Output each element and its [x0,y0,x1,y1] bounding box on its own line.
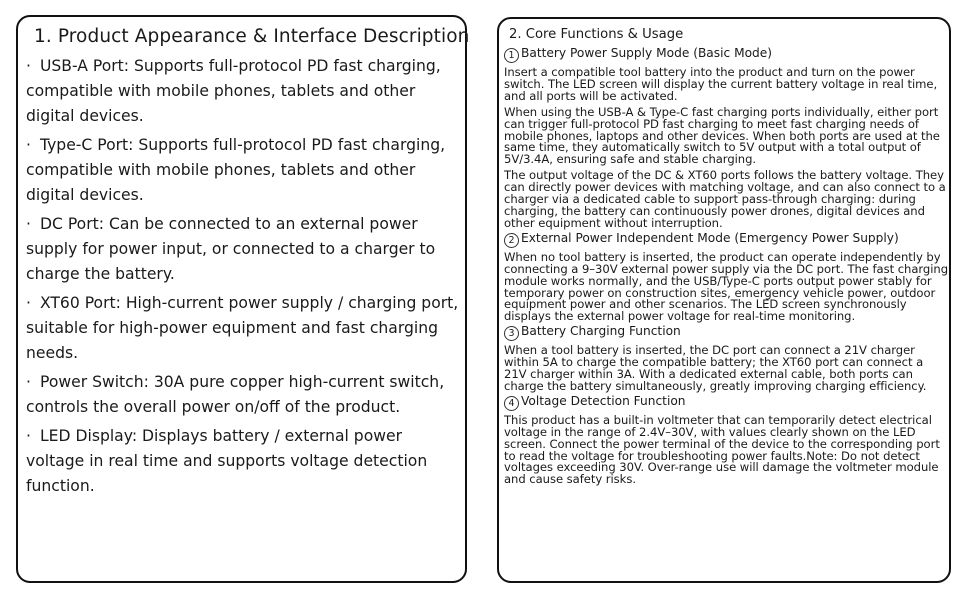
section-heading-text: Battery Charging Function [521,324,681,339]
circled-number: 3 [504,326,519,341]
list-item-dc-port [26,212,462,287]
bullet-icon: · [26,427,31,445]
interface-list [26,54,462,503]
section-heading-text: External Power Independent Mode (Emergency Power Supply) [521,230,899,245]
section-heading-text: Battery Power Supply Mode (Basic Mode) [521,46,773,60]
panel-title: 1. Product Appearance & Interface Description [34,26,470,47]
bullet-icon: · [26,57,31,75]
list-item-text: Power Switch: 30A pure copper high-current switch, controls the overall power on/off of the product. [26,373,445,416]
list-item-text: XT60 Port: High-current power supply / charging port, suitable for high-power equipment and fast charging needs. [26,294,459,362]
list-item-xt60-port [26,291,462,366]
section-paragraph: When using the USB-A & Type-C fast charging ports individually, either port can trigger full-protocol PD fast charging to meet fast charging needs of mobile phones, laptops and other devices. When both ports are used at the same time, they automatically switch to 5V output with a total output of 5V/3.4A, ensuring safe and stable charging. [504,104,940,167]
section-paragraph: Insert a compatible tool battery into the product and turn on the power switch. The LED screen will display the current battery voltage in real time, and all ports will be activated. [504,65,938,103]
list-item-text: DC Port: Can be connected to an external power supply for power input, or connected to a charger to charge the battery. [26,215,436,283]
bullet-icon: · [26,136,31,154]
section-heading-voltage-detection [504,394,948,411]
circled-number: 1 [504,48,519,63]
circled-number: 4 [504,396,519,411]
list-item-text: Type-C Port: Supports full-protocol PD fast charging, compatible with mobile phones, tablets and other digital devices. [26,136,446,204]
section-heading-text: Voltage Detection Function [521,393,686,408]
core-functions-panel [497,17,951,583]
section-paragraph: The output voltage of the DC & XT60 ports follows the battery voltage. They can directly power devices with matching voltage, and can also connect to a charger via a dedicated cable to support pass-through charging: during charging, the battery can continuously power drones, digital devices and other equipment without interruption. [504,168,946,230]
section-paragraph: When no tool battery is inserted, the product can operate independently by connecting a 9–30V external power supply via the DC port. The fast charging module works normally, and the USB/Type-C ports output power stably for temporary power on construction sites, emergency vehicle power, outdoor equipment power and other scenarios. The LED screen synchronously displays the external power voltage for real-time monitoring. [504,249,949,324]
circled-number: 2 [504,233,519,248]
list-item-text: LED Display: Displays battery / external power voltage in real time and supports voltage detection function. [26,427,428,495]
list-item-usb-a [26,54,462,129]
bullet-icon: · [26,294,31,312]
bullet-icon: · [26,215,31,233]
section-heading-external-power [504,231,948,248]
section-heading-battery-mode [504,46,948,63]
section-paragraph: When a tool battery is inserted, the DC port can connect a 21V charger within 5A to charge the compatible battery; the XT60 port can connect a 21V charger within 3A. With a dedicated external cable, both ports can charge the battery simultaneously, greatly improving charging efficiency. [504,343,927,393]
panel-title: 2. Core Functions & Usage [509,27,684,42]
list-item-power-switch [26,370,462,420]
list-item-led-display [26,424,462,499]
section-heading-battery-charging [504,324,948,341]
list-item-text: USB-A Port: Supports full-protocol PD fast charging, compatible with mobile phones, tablets and other digital devices. [26,57,441,125]
list-item-type-c [26,133,462,208]
functions-body [504,46,948,487]
bullet-icon: · [26,373,31,391]
interface-description-panel [16,15,470,583]
section-paragraph: This product has a built-in voltmeter that can temporarily detect electrical voltage in the range of 2.4V–30V, with values clearly shown on the LED screen. Connect the power terminal of the device to the corresponding port to read the voltage for troubleshooting power faults.Note: Do not detect voltages exceeding 30V. Over-range use will damage the voltmeter module and cause safety risks. [504,412,940,487]
